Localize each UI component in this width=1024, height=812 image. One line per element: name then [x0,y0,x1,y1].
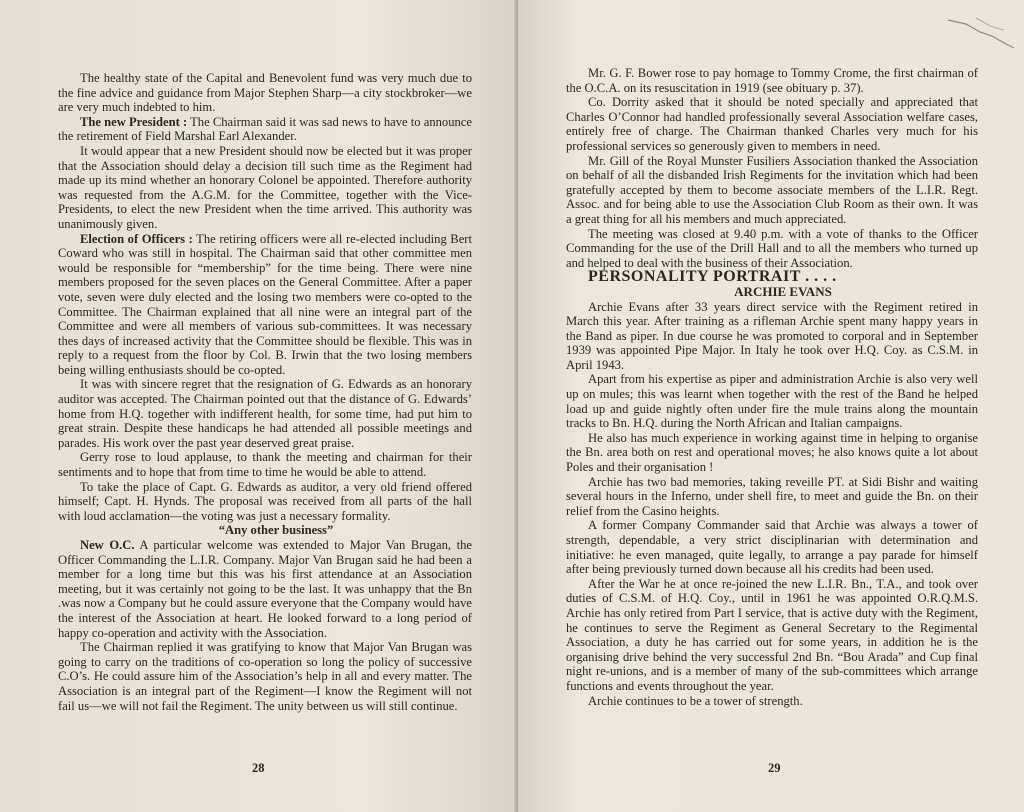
paragraph: After the War he at once re-joined the new L.I.R. Bn., T.A., and took over duties of C.S.M. of H.Q. Coy., until in 1961 he was appointed O.R.Q.M.S. Archie has only retired from Part I service, that is active duty with the Regiment, he continues to serve the Regiment as General Secretary to the Regimental Association, a duty he has carried out for some years, in addition he is the organising drive behind the very successful 2nd Bn. “Bou Arada” and Cup final night re-unions, and is a member of many of the sub-committees which arrange functions and events throughout the year. [566,576,978,693]
paragraph: Archie continues to be a tower of strength. [588,693,803,708]
paragraph: The Chairman replied it was gratifying to know that Major Van Brugan was going to carry on the traditions of co-operation so long the policy of successive C.O’s. He could assure him of the Association’s help in all and every matter. The Association is an integral part of the Regiment—I know the Regiment will not fail us—we will not fail the Regiment. The unity between us will still continue. [58,640,472,713]
paragraph: The meeting was closed at 9.40 p.m. with a vote of thanks to the Officer Commanding for the use of the Drill Hall and to all the members who turned up and helped to deal with the business of their Association. [566,226,978,270]
run-in-heading: New O.C. [80,538,135,552]
paragraph: Apart from his expertise as piper and administration Archie is also very well up on mules; this was learnt when together with the rest of the Band he helped load up and guide nightly often under fire the mule trains along the mountain tracks to Bn. H.Q. during the North African and Italian campaigns. [566,372,978,431]
paragraph-new-oc [58,538,472,640]
paragraph: The healthy state of the Capital and Benevolent fund was very much due to the fine advice and guidance from Major Stephen Sharp—a city stockbroker—we are very much indebted to him. [58,71,472,115]
paragraph: To take the place of Capt. G. Edwards as auditor, a very old friend offered himself; Capt. H. Hynds. The proposal was received from all parts of the hall with loud acclamation—the voting was just a necessary formality. [58,479,472,523]
left-page-text [58,71,472,713]
paragraph: He also has much experience in working against time in helping to organise the Bn. area both on rest and operational moves; he also knows quite a lot about Poles and their organisation ! [566,430,978,475]
paragraph-new-president [58,115,472,144]
paragraph: Mr. Gill of the Royal Munster Fusiliers Association thanked the Association on behalf of all the disbanded Irish Regiments for the invitation which had been gratefully accepted by them to become associate members of the L.I.R. Regt. Assoc. and for being able to use the Association Club Room as their own. It was a great thing for all his members and much appreciated. [566,153,978,226]
paragraph: It was with sincere regret that the resignation of G. Edwards as an honorary auditor was accepted. The Chairman pointed out that the distance of G. Edwards’ home from H.Q. together with indifferent health, for some time, had put him to great strain. Despite these handicaps he had attended all possible meetings and parades. His work over the past year deserved great praise. [58,377,472,450]
paragraph-body: The Chairman said it was sad news to have to announce the retirement of Field Marshal Earl Alexander. [58,114,472,144]
paragraph: Archie has two bad memories, taking reveille PT. at Sidi Bishr and waiting several hours in the Inferno, under shell fire, to meet and guide the Bn. on their relief from the Casino heights. [566,474,978,518]
paragraph: A former Company Commander said that Archie was always a tower of strength, dependable, a very strict disciplinarian with determination and initiative: he even managed, quite legally, to arrange a pay parade for himself after being previously turned down because all his credits had been used. [566,518,978,577]
right-page-text [566,66,978,708]
paragraph-body: A particular welcome was extended to Major Van Brugan, the Officer Commanding the L.I.R. Company. Major Van Brugan said he had been a member for a long time but this was his first attendance at an Association meeting, but it was certainly not going to be the last. It was unhappy that the Bn .was now a Company but he could assure everyone that the Company would have the interest of the Association at heart. He looked forward to a long period of happy co-operation and activity with the Association. [58,538,472,640]
torn-corner-mark [946,14,1016,50]
paragraph-election [58,232,472,378]
section-title: PERSONALITY PORTRAIT . . . . [588,268,837,286]
paragraph: Mr. G. F. Bower rose to pay homage to Tommy Crome, the first chairman of the O.C.A. on its resuscitation in 1919 (see obituary p. 37). [566,66,978,95]
subheading: “Any other business” [218,523,334,538]
page-number: 29 [768,761,781,775]
paragraph: Archie Evans after 33 years direct service with the Regiment retired in March this year. After training as a rifleman Archie spent many happy years in the Band as piper. In due course he was promoted to corporal and in September 1939 was appointed Pipe Major. In Italy he took over H.Q. Coy. as C.S.M. in April 1943. [566,299,978,372]
paragraph: It would appear that a new President should now be elected but it was proper that the Association should delay a decision till such time as the Regiment had made up its mind whether an honorary Colonel be appointed. Therefore authority was requested from the A.G.M. for the Committee, together with the Vice-Presidents, to elect the new President when the time arrived. This authority was unanimously given. [58,143,472,231]
run-in-heading: The new President : [80,114,188,129]
person-name-heading: ARCHIE EVANS [734,283,832,299]
run-in-heading: Election of Officers : [80,231,193,246]
paragraph: Gerry rose to loud applause, to thank the meeting and chairman for their sentiments and to hope that from time to time he would be able to attend. [58,450,472,480]
paragraph-body: The retiring officers were all re-elected including Bert Coward who was still in hospital. The Chairman said that other committee men would be responsible for “membership” for the time being. There were nine members proposed for the seven places on the General Committee. After a paper vote, seven were duly elected and the losing two members were co-opted to the Committee. The Chairman explained that all nine were an integral part of the Committee and were all members of various sub-committees. It was necessary thes days of increased activity that the Committee should be flexible. This was in reply to a request from the floor by Col. B. Irwin that the two losing members being willing enthusiasts should be co-opted. [58,231,472,377]
page-number: 28 [252,761,265,775]
right-page [518,0,1024,812]
paragraph: Co. Dorrity asked that it should be noted specially and appreciated that Charles O’Connor had handled professionally several Association welfare cases, entirely free of charge. The Chairman thanked Charles very much for his professional services so generously given to members in need. [566,95,978,153]
